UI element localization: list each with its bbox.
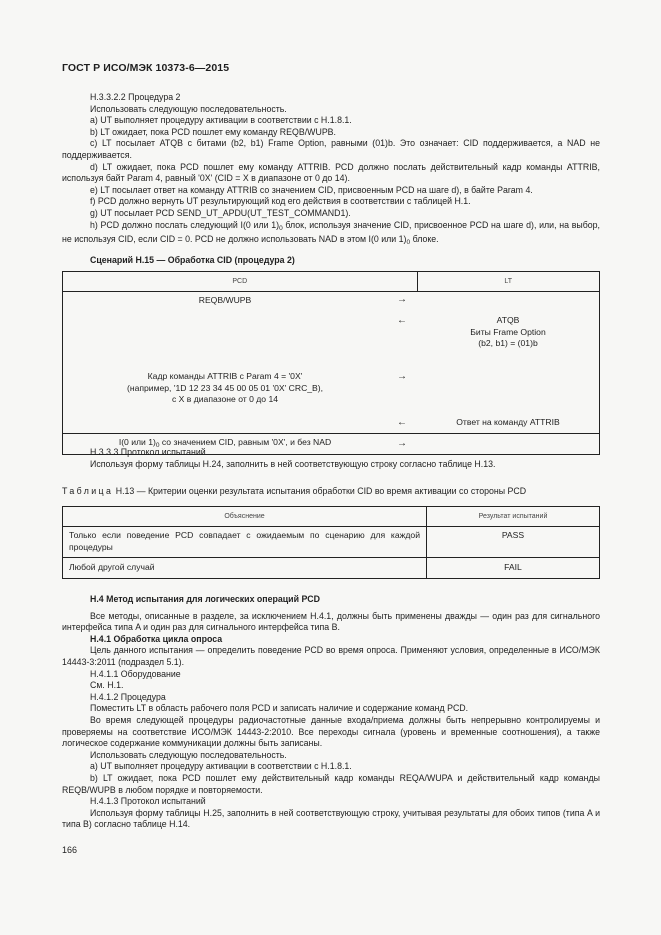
paragraph: f) PCD должно вернуть UT результирующий код его действия в соответствии с таблицей H.1. — [90, 196, 471, 207]
attrib-line: (например, '1D 12 23 34 45 00 05 01 '0X' CRC_B), — [126, 382, 324, 393]
paragraph: Использовать следующую последовательность. — [90, 749, 287, 760]
cell-explanation: Только если поведение PCD совпадает с ожидаемым по сценарию для каждой процедуры — [63, 527, 427, 558]
column-header-lt: LT — [417, 272, 600, 292]
paragraph: Во время следующей процедуры радиочастотные данные входа/приема должны быть непрерывно контролируемы и проверяемы на соответствие ИСО/МЭК 14443-2:2010. Все переходы сигнала (уровень и временные соотношения), а также логическое содержание коммуникации должны быть записаны. — [62, 714, 600, 749]
paragraph: a) UT выполняет процедуру активации в соответствии с H.1.8.1. — [90, 761, 352, 772]
table13-wrap — [62, 506, 600, 579]
atqb-line: (b2, b1) = (01)b — [478, 338, 538, 349]
column-header-pcd: PCD — [63, 272, 418, 292]
scenario-caption: Сценарий H.15 — Обработка CID (процедура 2) — [90, 255, 295, 265]
paragraph: c) LT посылает ATQB с битами (b2, b1) Frame Option, равными (01)b. Это означает: CID поддерживается, а NAD не поддерживается. — [62, 138, 600, 160]
paragraph: Цель данного испытания — определить поведение PCD во время опроса. Применяют условия, определенные в ИСО/МЭК 14443-3:2011 (подраздел 5.1). — [62, 645, 600, 667]
paragraph: H.4.1.1 Оборудование — [90, 668, 181, 679]
arrow-right-icon: → — [387, 434, 417, 455]
test-report-section — [62, 447, 600, 470]
arrow-right-icon: → — [397, 371, 407, 382]
arrow-left-icon: ← — [397, 315, 407, 326]
paragraph: Используя форму таблицы H.24, заполнить в ней соответствующую строку согласно таблице H.13. — [90, 458, 496, 469]
paragraph-step-h: h) PCD должно послать следующий I(0 или $1)_0$ блок, используя значение CID, присвоенное PCD на шаге d), или, на выбор, не используя CID, если CID = 0. PCD не должно использовать NAD в этом I(0 или $1)_0$ блоке. — [62, 219, 600, 247]
paragraph: H.3.3.3 Протокол испытаний — [90, 447, 206, 457]
paragraph: a) UT выполняет процедуру активации в соответствии с H.1.8.1. — [90, 115, 352, 126]
paragraph: Использовать следующую последовательность. — [90, 103, 287, 114]
section-h4 — [62, 594, 600, 831]
cell-empty — [63, 315, 388, 361]
cell-result: PASS — [427, 527, 600, 558]
cell-explanation: Любой другой случай — [63, 558, 427, 579]
procedure-2-section — [62, 92, 600, 249]
paragraph: g) UT посылает PCD SEND_UT_APDU(UT_TEST_COMMAND1). — [90, 207, 351, 218]
paragraph: Все методы, описанные в разделе, за исключением H.4.1, должны быть применены дважды — один раз для сигнального интерфейса типа A и один раз для сигнального интерфейса типа B. — [62, 610, 600, 633]
cell-empty — [63, 413, 388, 434]
cell-result: FAIL — [427, 558, 600, 579]
attrib-line: Кадр команды ATTRIB с Param 4 = '0X' — [147, 371, 303, 381]
paragraph: Используя форму таблицы H.25, заполнить в ней соответствующую строку, учитывая результаты для обоих типов (типа A и типа B) согласно таблице H.14. — [62, 807, 600, 830]
paragraph: Поместить LT в область рабочего поля PCD и записать наличие и содержание команд PCD. — [90, 703, 469, 714]
paragraph: d) LT ожидает, пока PCD пошлет ему команду ATTRIB. PCD должно послать действительный кадр команды ATTRIB, используя байт Param 4, равный '0X' (CID = X в диапазоне от 0 до 14). — [62, 161, 600, 184]
results-table — [62, 506, 600, 579]
table-row — [63, 558, 600, 579]
paragraph: H.4.1.3 Протокол испытаний — [90, 796, 206, 807]
arrow-right-icon: → — [387, 292, 417, 316]
column-header-result: Результат испытаний — [427, 507, 600, 527]
cell-attrib — [63, 371, 388, 413]
paragraph: H.4.1.2 Процедура — [90, 691, 166, 702]
cell-spacer — [387, 361, 417, 371]
cell-atqb — [417, 315, 600, 361]
cell-spacer — [417, 361, 600, 371]
subsection-title: H.4.1 Обработка цикла опроса — [90, 633, 223, 644]
arrow-left-icon: ← — [397, 417, 407, 429]
cell-empty — [417, 371, 600, 413]
atqb-line: ATQB — [496, 315, 520, 325]
cell-iblock: I(0 или $1)_0$ со значением CID, равным '0X', и без NAD — [63, 434, 388, 455]
section-title: H.4 Метод испытания для логических операций PCD — [90, 594, 321, 604]
page-number: 166 — [62, 845, 78, 855]
table13-caption-block — [62, 486, 600, 498]
scenario-table-wrap — [62, 271, 600, 455]
cell-attrib-answer: Ответ на команду ATTRIB — [417, 413, 600, 434]
standard-header: ГОСТ Р ИСО/МЭК 10373-6—2015 — [62, 62, 230, 74]
paragraph: H.3.3.2.2 Процедура 2 — [90, 92, 181, 102]
atqb-line: Биты Frame Option — [470, 326, 546, 337]
attrib-line: с X в диапазоне от 0 до 14 — [171, 394, 279, 405]
column-header-explanation: Объяснение — [63, 507, 427, 527]
scenario-table — [62, 271, 600, 455]
paragraph: e) LT посылает ответ на команду ATTRIB со значением CID, присвоенным PCD на шаге d), в байте Param 4. — [90, 184, 533, 195]
paragraph: b) LT ожидает, пока PCD пошлет ему команду REQB/WUPB. — [90, 126, 336, 137]
paragraph: См. H.1. — [90, 680, 124, 691]
scenario-caption-block — [62, 255, 600, 267]
paragraph: b) LT ожидает, пока PCD пошлет ему действительный кадр команды REQA/WUPA и действительный кадр команды REQB/WUPB в любом порядке и повторяемости. — [62, 772, 600, 795]
cell-reqb: REQB/WUPB — [63, 292, 388, 316]
cell-empty — [417, 292, 600, 316]
table-row — [63, 527, 600, 558]
cell-spacer — [63, 361, 388, 371]
table13-caption: Таблица H.13 — Критерии оценки результата испытания обработки CID во время активации со стороны PCD — [62, 486, 527, 496]
